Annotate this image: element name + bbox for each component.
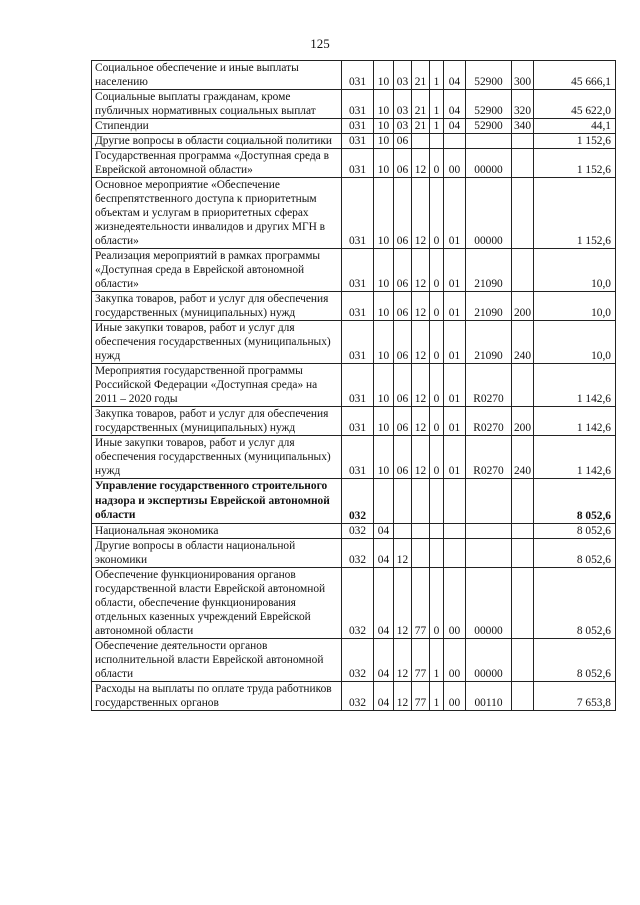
subprogram-code: [430, 538, 444, 567]
ministry-code: 032: [342, 681, 374, 710]
expense-type-code: [512, 523, 534, 538]
ministry-code: 031: [342, 321, 374, 364]
direction-code: 52900: [466, 90, 512, 119]
measure-code: 01: [444, 436, 466, 479]
section-code: 10: [374, 249, 394, 292]
ministry-code: 031: [342, 292, 374, 321]
expense-type-code: 240: [512, 436, 534, 479]
section-code: 10: [374, 119, 394, 134]
subsection-code: 12: [394, 638, 412, 681]
item-name: Национальная экономика: [92, 523, 342, 538]
expense-type-code: [512, 149, 534, 178]
ministry-code: 032: [342, 523, 374, 538]
item-name: Закупка товаров, работ и услуг для обеспечения государственных (муниципальных) нужд: [92, 407, 342, 436]
table-row: [92, 321, 616, 364]
amount: 1 142,6: [534, 436, 616, 479]
section-code: 10: [374, 436, 394, 479]
program-code: 77: [412, 567, 430, 638]
expense-type-code: [512, 479, 534, 524]
table-row: [92, 90, 616, 119]
program-code: 12: [412, 249, 430, 292]
program-code: 12: [412, 292, 430, 321]
amount: 1 142,6: [534, 407, 616, 436]
section-code: 10: [374, 178, 394, 249]
table-row: [92, 119, 616, 134]
amount: 1 152,6: [534, 178, 616, 249]
subprogram-code: 1: [430, 681, 444, 710]
subprogram-code: 0: [430, 321, 444, 364]
amount: 8 052,6: [534, 538, 616, 567]
subprogram-code: 0: [430, 249, 444, 292]
item-name: Иные закупки товаров, работ и услуг для обеспечения государственных (муниципальных) нужд: [92, 436, 342, 479]
program-code: 21: [412, 61, 430, 90]
direction-code: [466, 134, 512, 149]
program-code: [412, 538, 430, 567]
item-name: Другие вопросы в области национальной экономики: [92, 538, 342, 567]
ministry-code: 031: [342, 178, 374, 249]
ministry-code: 032: [342, 638, 374, 681]
measure-code: 04: [444, 90, 466, 119]
item-name: Расходы на выплаты по оплате труда работников государственных органов: [92, 681, 342, 710]
amount: 10,0: [534, 249, 616, 292]
amount: 8 052,6: [534, 567, 616, 638]
section-code: 04: [374, 638, 394, 681]
section-code: 10: [374, 292, 394, 321]
amount: 1 152,6: [534, 134, 616, 149]
program-code: 77: [412, 638, 430, 681]
subprogram-code: 0: [430, 364, 444, 407]
subsection-code: [394, 479, 412, 524]
amount: 10,0: [534, 292, 616, 321]
ministry-code: 031: [342, 149, 374, 178]
measure-code: 00: [444, 681, 466, 710]
table-row: [92, 538, 616, 567]
table-row: [92, 149, 616, 178]
subsection-code: 03: [394, 119, 412, 134]
expense-type-code: 340: [512, 119, 534, 134]
subsection-code: 03: [394, 61, 412, 90]
section-code: 04: [374, 538, 394, 567]
ministry-code: 031: [342, 364, 374, 407]
program-code: [412, 134, 430, 149]
item-name: Иные закупки товаров, работ и услуг для обеспечения государственных (муниципальных) нужд: [92, 321, 342, 364]
amount: 44,1: [534, 119, 616, 134]
table-row: [92, 249, 616, 292]
subprogram-code: 0: [430, 149, 444, 178]
table-row: [92, 292, 616, 321]
table-row: [92, 364, 616, 407]
amount: 1 152,6: [534, 149, 616, 178]
direction-code: 00000: [466, 567, 512, 638]
subsection-code: 12: [394, 567, 412, 638]
expense-type-code: [512, 538, 534, 567]
program-code: 21: [412, 90, 430, 119]
section-code: 04: [374, 567, 394, 638]
item-name: Государственная программа «Доступная среда в Еврейской автономной области»: [92, 149, 342, 178]
item-name: Мероприятия государственной программы Российской Федерации «Доступная среда» на 2011 – 2020 годы: [92, 364, 342, 407]
subsection-code: 12: [394, 681, 412, 710]
measure-code: 01: [444, 292, 466, 321]
section-code: 10: [374, 364, 394, 407]
program-code: 12: [412, 364, 430, 407]
subprogram-code: [430, 523, 444, 538]
direction-code: 00000: [466, 638, 512, 681]
direction-code: [466, 538, 512, 567]
measure-code: 01: [444, 249, 466, 292]
subprogram-code: 0: [430, 407, 444, 436]
amount: 8 052,6: [534, 479, 616, 524]
subsection-code: 06: [394, 149, 412, 178]
item-name: Социальное обеспечение и иные выплаты населению: [92, 61, 342, 90]
subprogram-code: 1: [430, 119, 444, 134]
subsection-code: 06: [394, 364, 412, 407]
amount: 8 052,6: [534, 638, 616, 681]
ministry-code: 031: [342, 134, 374, 149]
item-name: Другие вопросы в области социальной политики: [92, 134, 342, 149]
measure-code: 04: [444, 61, 466, 90]
table-row: [92, 134, 616, 149]
expense-type-code: [512, 567, 534, 638]
subprogram-code: 1: [430, 61, 444, 90]
subprogram-code: [430, 134, 444, 149]
expense-type-code: [512, 134, 534, 149]
direction-code: 21090: [466, 249, 512, 292]
direction-code: 00110: [466, 681, 512, 710]
ministry-code: 032: [342, 538, 374, 567]
direction-code: R0270: [466, 407, 512, 436]
section-code: 10: [374, 90, 394, 119]
amount: 8 052,6: [534, 523, 616, 538]
program-code: 12: [412, 149, 430, 178]
item-name: Обеспечение функционирования органов государственной власти Еврейской автономной области, обеспечение функционирования отдельных казенных учреждений Еврейской автономной области: [92, 567, 342, 638]
measure-code: 01: [444, 178, 466, 249]
expense-type-code: [512, 249, 534, 292]
subsection-code: [394, 523, 412, 538]
section-code: 04: [374, 681, 394, 710]
section-code: 10: [374, 134, 394, 149]
ministry-code: 031: [342, 249, 374, 292]
expense-type-code: 200: [512, 292, 534, 321]
table-row: [92, 681, 616, 710]
ministry-code: 032: [342, 567, 374, 638]
program-code: 12: [412, 321, 430, 364]
measure-code: 00: [444, 638, 466, 681]
expense-type-code: 240: [512, 321, 534, 364]
amount: 10,0: [534, 321, 616, 364]
table-row: [92, 479, 616, 524]
subsection-code: 06: [394, 321, 412, 364]
measure-code: 01: [444, 364, 466, 407]
measure-code: 01: [444, 321, 466, 364]
program-code: 12: [412, 178, 430, 249]
direction-code: R0270: [466, 364, 512, 407]
measure-code: 04: [444, 119, 466, 134]
measure-code: 00: [444, 567, 466, 638]
section-code: [374, 479, 394, 524]
section-code: 04: [374, 523, 394, 538]
measure-code: 01: [444, 407, 466, 436]
expense-type-code: 200: [512, 407, 534, 436]
table-row: [92, 567, 616, 638]
subsection-code: 03: [394, 90, 412, 119]
direction-code: [466, 479, 512, 524]
section-code: 10: [374, 61, 394, 90]
section-code: 10: [374, 149, 394, 178]
program-code: 12: [412, 436, 430, 479]
expense-type-code: [512, 638, 534, 681]
measure-code: [444, 538, 466, 567]
program-code: 12: [412, 407, 430, 436]
measure-code: [444, 134, 466, 149]
amount: 7 653,8: [534, 681, 616, 710]
program-code: 21: [412, 119, 430, 134]
item-name: Обеспечение деятельности органов исполнительной власти Еврейской автономной области: [92, 638, 342, 681]
expense-type-code: [512, 364, 534, 407]
expense-type-code: 320: [512, 90, 534, 119]
direction-code: 52900: [466, 119, 512, 134]
table-row: [92, 61, 616, 90]
page-number: 125: [310, 36, 330, 51]
item-name: Стипендии: [92, 119, 342, 134]
program-code: [412, 523, 430, 538]
expense-type-code: [512, 178, 534, 249]
expense-type-code: 300: [512, 61, 534, 90]
subsection-code: 06: [394, 249, 412, 292]
section-code: 10: [374, 407, 394, 436]
item-name: Закупка товаров, работ и услуг для обеспечения государственных (муниципальных) нужд: [92, 292, 342, 321]
direction-code: 00000: [466, 149, 512, 178]
measure-code: 00: [444, 149, 466, 178]
item-name: Основное мероприятие «Обеспечение беспрепятственного доступа к приоритетным объектам и услугам в приоритетных сферах жизнедеятельности инвалидов и других МГН в области»: [92, 178, 342, 249]
amount: 45 666,1: [534, 61, 616, 90]
ministry-code: 031: [342, 61, 374, 90]
direction-code: 52900: [466, 61, 512, 90]
direction-code: 21090: [466, 292, 512, 321]
section-code: 10: [374, 321, 394, 364]
direction-code: [466, 523, 512, 538]
subsection-code: 06: [394, 407, 412, 436]
subsection-code: 06: [394, 134, 412, 149]
item-name: Реализация мероприятий в рамках программы «Доступная среда в Еврейской автономной области»: [92, 249, 342, 292]
subprogram-code: 1: [430, 638, 444, 681]
subprogram-code: 0: [430, 178, 444, 249]
program-code: 77: [412, 681, 430, 710]
subsection-code: 06: [394, 436, 412, 479]
ministry-code: 031: [342, 90, 374, 119]
direction-code: R0270: [466, 436, 512, 479]
direction-code: 00000: [466, 178, 512, 249]
amount: 1 142,6: [534, 364, 616, 407]
subsection-code: 12: [394, 538, 412, 567]
expense-type-code: [512, 681, 534, 710]
subprogram-code: 1: [430, 90, 444, 119]
amount: 45 622,0: [534, 90, 616, 119]
subsection-code: 06: [394, 178, 412, 249]
table-row: [92, 178, 616, 249]
measure-code: [444, 479, 466, 524]
subprogram-code: [430, 479, 444, 524]
subprogram-code: 0: [430, 567, 444, 638]
budget-table: [91, 60, 616, 711]
subsection-code: 06: [394, 292, 412, 321]
measure-code: [444, 523, 466, 538]
subprogram-code: 0: [430, 292, 444, 321]
subprogram-code: 0: [430, 436, 444, 479]
item-name: Социальные выплаты гражданам, кроме публичных нормативных социальных выплат: [92, 90, 342, 119]
table-row: [92, 523, 616, 538]
table-row: [92, 638, 616, 681]
ministry-code: 031: [342, 436, 374, 479]
table-row: [92, 407, 616, 436]
ministry-code: 031: [342, 407, 374, 436]
item-name: Управление государственного строительного надзора и экспертизы Еврейской автономной области: [92, 479, 342, 524]
ministry-code: 032: [342, 479, 374, 524]
direction-code: 21090: [466, 321, 512, 364]
table-row: [92, 436, 616, 479]
program-code: [412, 479, 430, 524]
ministry-code: 031: [342, 119, 374, 134]
